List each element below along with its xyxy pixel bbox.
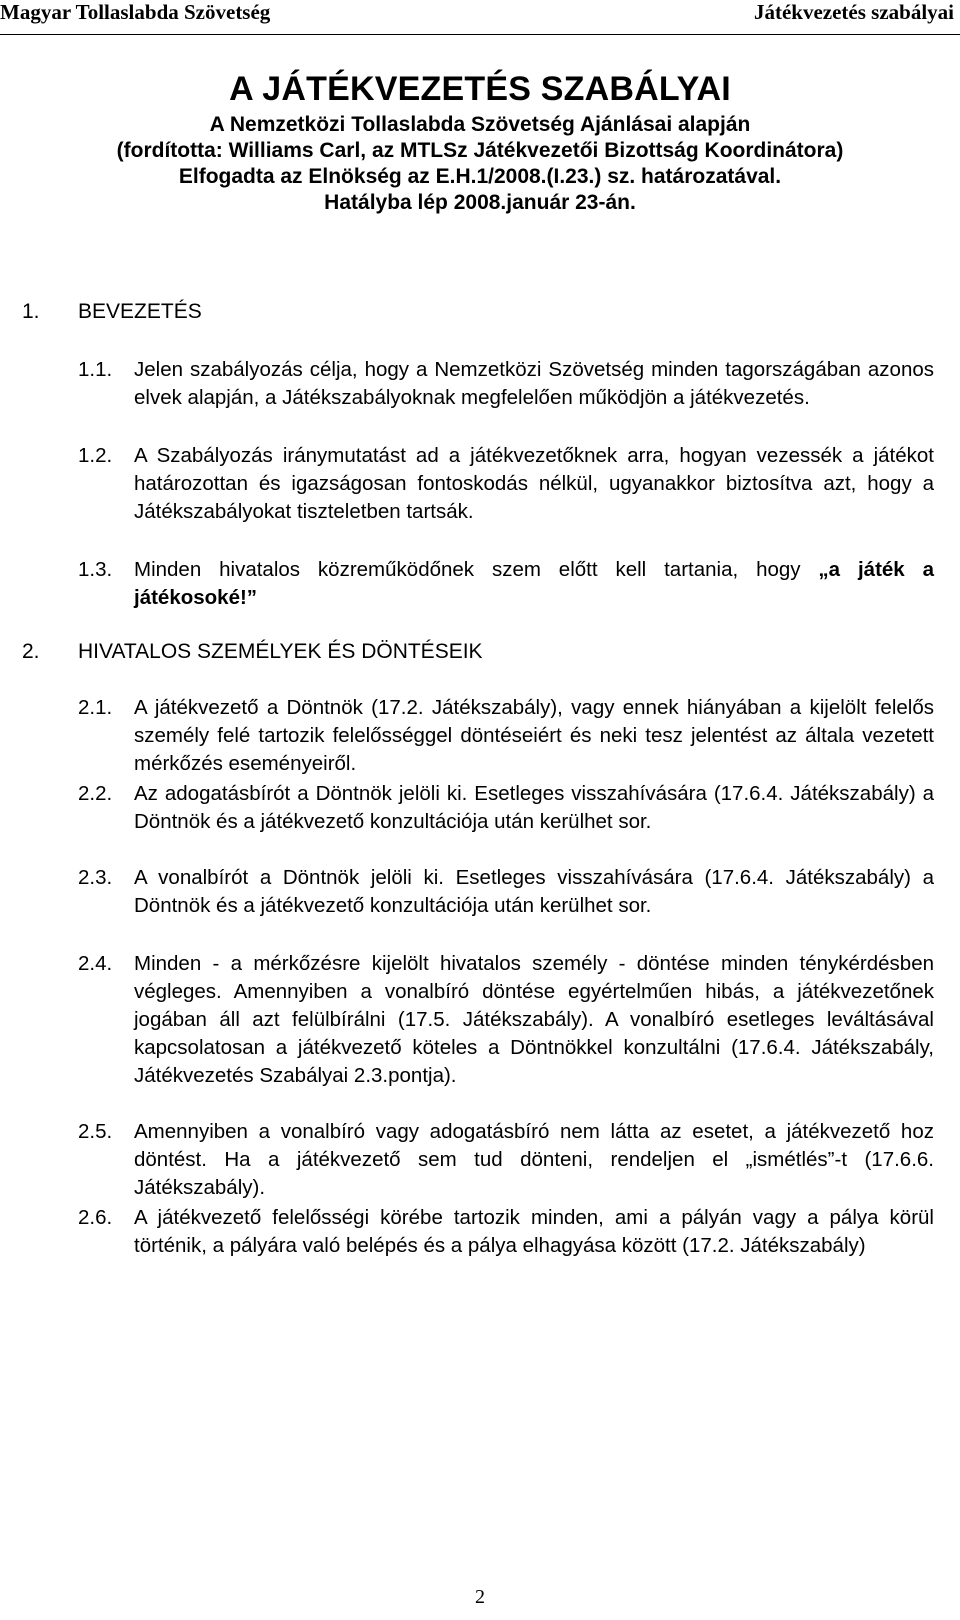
rule-text-plain: Minden hivatalos közreműködőnek szem előtt kell tartania, hogy xyxy=(134,558,819,581)
rule-text: A vonalbírót a Döntnök jelöli ki. Esetleges visszahívására (17.6.4. Játékszabály) a Döntnök és a játékvezető konzultációja után kerülhet sor. xyxy=(134,866,934,917)
rule-number: 1.1. xyxy=(78,358,113,381)
rule-text: Jelen szabályozás célja, hogy a Nemzetközi Szövetség minden tagországában azonos elvek alapján, a Játékszabályoknak megfelelően működjön a játékvezetés. xyxy=(134,358,934,409)
rule-item xyxy=(78,864,934,920)
rule-number: 2.3. xyxy=(78,866,113,889)
rule-item xyxy=(78,1118,934,1202)
rule-number: 1.3. xyxy=(78,558,113,581)
page-number: 2 xyxy=(475,1586,485,1608)
document-title: A JÁTÉKVEZETÉS SZABÁLYAI xyxy=(229,70,731,108)
rule-number: 2.1. xyxy=(78,696,113,719)
rule-item xyxy=(78,356,934,412)
running-header xyxy=(0,0,960,35)
subtitle-line: Elfogadta az Elnökség az E.H.1/2008.(I.23.) sz. határozatával. xyxy=(178,165,782,188)
subtitle-line: (fordította: Williams Carl, az MTLSz Játékvezetői Bizottság Koordinátora) xyxy=(116,139,844,162)
subtitle-line: A Nemzetközi Tollaslabda Szövetség Ajánlásai alapján xyxy=(209,113,751,136)
rule-text: A játékvezető felelősségi körébe tartozik minden, ami a pályán vagy a pálya körül történik, a pályára való belépés és a pálya elhagyása között (17.2. Játékszabály) xyxy=(134,1206,934,1257)
rule-text: Amennyiben a vonalbíró vagy adogatásbíró nem látta az esetet, a játékvezető hoz döntést. Ha a játékvezető sem tud dönteni, rendeljen el „ismétlés”-t (17.6.6. Játékszabály). xyxy=(134,1120,934,1199)
rule-number: 2.5. xyxy=(78,1120,113,1143)
rule-item xyxy=(78,780,934,836)
header-document-title: Játékvezetés szabályai xyxy=(753,0,954,24)
section-number: 2. xyxy=(22,640,40,663)
subtitle-line: Hatályba lép 2008.január 23-án. xyxy=(324,191,636,214)
title-block xyxy=(0,66,960,216)
section-title: BEVEZETÉS xyxy=(78,300,202,323)
rule-item xyxy=(78,442,934,526)
rule-item xyxy=(78,694,934,778)
rule-item xyxy=(78,950,934,1090)
rule-text: A Szabályozás iránymutatást ad a játékvezetőknek arra, hogyan vezessék a játékot határozottan és igazságosan fontoskodás nélkül, ugyanakkor biztosítva azt, hogy a Játékszabályokat tiszteletben tartsák. xyxy=(134,444,934,523)
rule-text: Minden - a mérkőzésre kijelölt hivatalos személy - döntése minden ténykérdésben végleges. Amennyiben a vonalbíró döntése egyértelműen hibás, a játékvezetőnek jogában áll azt felülbírálni (17.5. Játékszabály). A vonalbíró esetleges leváltásával kapcsolatosan a játékvezető köteles a Döntnökkel konzultálni (17.6.4. Játékszabály, Játékvezetés Szabályai 2.3.pontja). xyxy=(134,952,934,1087)
rule-text xyxy=(134,556,934,612)
section-title: HIVATALOS SZEMÉLYEK ÉS DÖNTÉSEIK xyxy=(78,640,483,663)
rule-text: A játékvezető a Döntnök (17.2. Játékszabály), vagy ennek hiányában a kijelölt felelős személy felé tartozik felelősséggel döntéseiért és neki tesz jelentést az általa vezetett mérkőzés eseményeiről. xyxy=(134,696,934,775)
rule-item xyxy=(78,1204,934,1260)
header-organization: Magyar Tollaslabda Szövetség xyxy=(0,0,271,24)
rule-number: 2.4. xyxy=(78,952,113,975)
rule-number: 2.6. xyxy=(78,1206,113,1229)
section-number: 1. xyxy=(22,300,40,323)
rule-text: Az adogatásbírót a Döntnök jelöli ki. Esetleges visszahívására (17.6.4. Játékszabály) a Döntnök és a játékvezető konzultációja után kerülhet sor. xyxy=(134,782,934,833)
rule-number: 2.2. xyxy=(78,782,113,805)
rule-text-emphasis: „a játék a játékosoké!” xyxy=(134,558,934,609)
rule-number: 1.2. xyxy=(78,444,113,467)
rule-item xyxy=(78,556,934,612)
